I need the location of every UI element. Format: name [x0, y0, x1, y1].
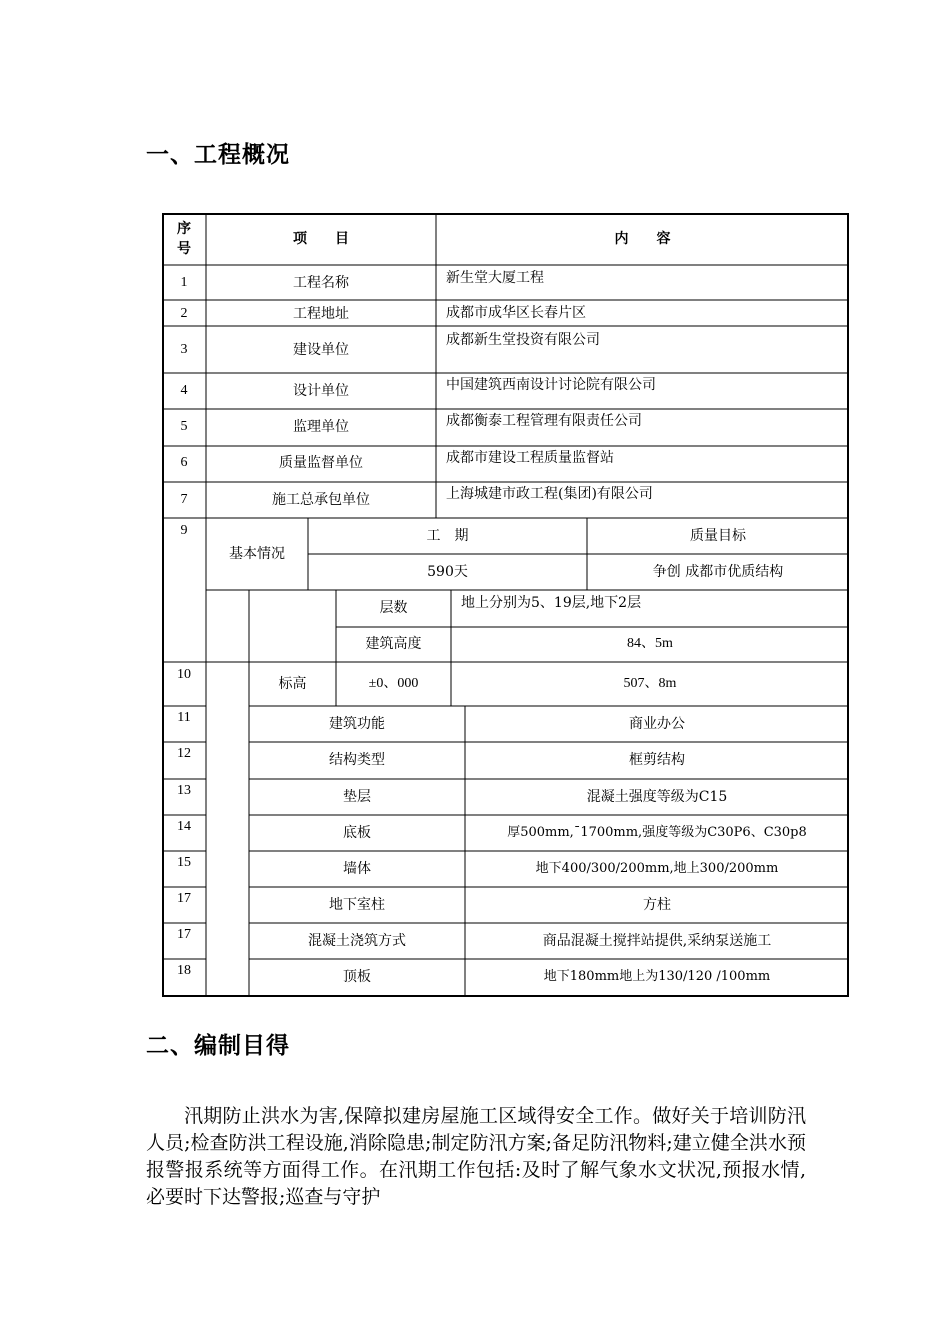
period-value: 590天 — [427, 564, 468, 580]
row-value: 成都市成华区长春片区 — [446, 305, 586, 321]
row-seq: 2 — [180, 306, 188, 321]
row-seq: 6 — [180, 455, 188, 470]
row-value: 框剪结构 — [629, 752, 685, 768]
row-seq: 7 — [180, 492, 188, 507]
row-seq: 12 — [177, 746, 191, 761]
row-seq: 14 — [177, 819, 191, 834]
row-value: 成都新生堂投资有限公司 — [446, 332, 600, 348]
floors-value: 地上分别为5、19层,地下2层 — [461, 595, 642, 611]
section-title-purpose: 二、编制目得 — [146, 1033, 290, 1059]
basic-seq: 9 — [180, 523, 188, 538]
basic-label: 基本情况 — [229, 546, 285, 562]
row-value: 地下400/300/200mm,地上300/200mm — [535, 861, 779, 876]
row-value: 成都衡泰工程管理有限责任公司 — [446, 413, 642, 429]
purpose-paragraph — [146, 1103, 806, 1211]
row-item: 混凝土浇筑方式 — [308, 933, 406, 949]
row-item: 质量监督单位 — [279, 455, 363, 471]
row-value: 上海城建市政工程(集团)有限公司 — [446, 486, 653, 502]
project-overview-table — [162, 213, 849, 997]
row-value: 商品混凝土搅拌站提供,采纳泵送施工 — [542, 933, 772, 949]
elevation-sub: ±0、000 — [368, 676, 419, 691]
row-value: 商业办公 — [629, 716, 685, 732]
row-item: 工程地址 — [293, 306, 349, 322]
row-item: 施工总承包单位 — [272, 492, 370, 508]
row-item: 建设单位 — [293, 342, 349, 358]
row-item: 底板 — [343, 825, 371, 841]
row-seq: 13 — [177, 783, 191, 798]
row-seq: 17 — [177, 891, 191, 906]
header-content: 内 容 — [614, 231, 671, 247]
row-item: 设计单位 — [293, 383, 349, 399]
row-value: 厚500mm,¯1700mm,强度等级为C30P6、C30p8 — [507, 825, 807, 840]
row-seq: 1 — [180, 275, 188, 290]
row-item: 工程名称 — [293, 275, 349, 291]
row-item: 建筑功能 — [329, 716, 385, 732]
row-seq: 5 — [180, 419, 188, 434]
row-value: 新生堂大厦工程 — [446, 270, 544, 286]
row-value: 方柱 — [643, 897, 671, 913]
row-seq: 4 — [180, 383, 188, 398]
row-value: 中国建筑西南设计讨论院有限公司 — [446, 377, 656, 393]
header-item: 项 目 — [293, 231, 349, 247]
period-label: 工 期 — [426, 528, 469, 544]
row-item: 垫层 — [343, 789, 371, 805]
elevation-value: 507、8m — [623, 676, 677, 691]
row-item: 顶板 — [343, 969, 371, 985]
row-seq: 17 — [177, 927, 191, 942]
row-item: 监理单位 — [293, 419, 349, 435]
paragraph-text: 汛期防止洪水为害,保障拟建房屋施工区域得安全工作。做好关于培训防汛人员;检查防洪工程设施,消除隐患;制定防汛方案;备足防汛物料;建立健全洪水预报警报系统等方面得工作。在汛期工作包括:及时了解气象水文状况,预报水情,必要时下达警报;巡查与守护 — [146, 1105, 806, 1208]
floors-label: 层数 — [379, 600, 408, 616]
row-seq: 11 — [177, 710, 191, 725]
section-title-overview: 一、工程概况 — [146, 142, 290, 168]
row-value: 混凝土强度等级为C15 — [586, 789, 728, 805]
row-seq: 18 — [177, 963, 191, 978]
height-label: 建筑高度 — [365, 636, 422, 652]
row-value: 地下180mm地上为130/120 /100mm — [543, 969, 771, 984]
row-value: 成都市建设工程质量监督站 — [446, 450, 614, 466]
row-item: 结构类型 — [329, 752, 385, 768]
quality-value: 争创 成都市优质结构 — [652, 564, 784, 580]
row-item: 地下室柱 — [329, 897, 385, 913]
height-value: 84、5m — [627, 636, 673, 651]
quality-label: 质量目标 — [690, 528, 746, 544]
row-item: 墙体 — [343, 861, 371, 877]
row-seq: 15 — [177, 855, 191, 870]
row-seq: 3 — [180, 342, 188, 357]
elevation-seq: 10 — [177, 667, 191, 682]
header-seq: 序号 — [177, 221, 191, 257]
elevation-label: 标高 — [278, 676, 307, 692]
